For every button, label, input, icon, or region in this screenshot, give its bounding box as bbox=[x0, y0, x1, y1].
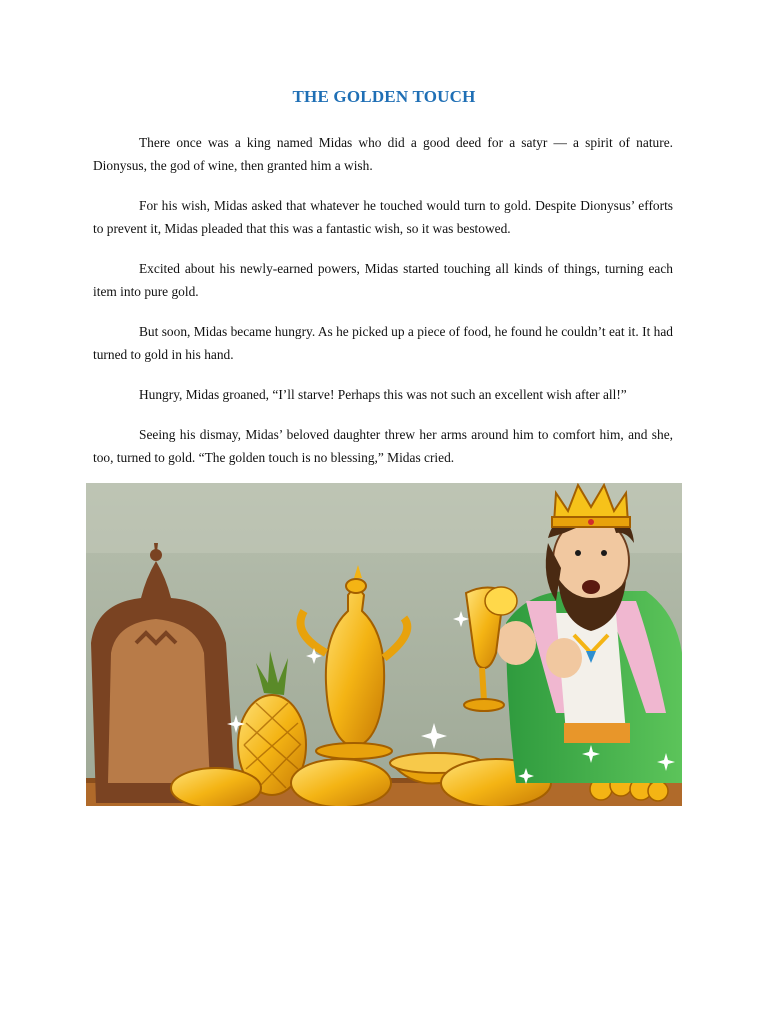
paragraph-4: But soon, Midas became hungry. As he picked up a piece of food, he found he couldn’t eat it. It had turned to gold in his hand. bbox=[93, 324, 673, 362]
document-title: THE GOLDEN TOUCH bbox=[292, 87, 476, 106]
paragraph-6: Seeing his dismay, Midas’ beloved daughter threw her arms around him to comfort him, and she, too, turned to gold. “The golden touch is no blessing,” Midas cried. bbox=[93, 427, 673, 465]
paragraph-5: Hungry, Midas groaned, “I’ll starve! Perhaps this was not such an excellent wish after all!” bbox=[139, 387, 627, 402]
paragraph-1: There once was a king named Midas who did a good deed for a satyr — a spirit of nature. Dionysus, the god of wine, then granted him a wish. bbox=[93, 135, 673, 173]
king-midas-illustration bbox=[86, 483, 682, 806]
paragraph-2: For his wish, Midas asked that whatever he touched would turn to gold. Despite Dionysus’ efforts to prevent it, Midas pleaded that this was a fantastic wish, so it was bestowed. bbox=[93, 198, 673, 236]
golden-bread bbox=[291, 759, 391, 806]
paragraph-3: Excited about his newly-earned powers, Midas started touching all kinds of things, turning each item into pure gold. bbox=[93, 261, 673, 299]
story-body bbox=[93, 131, 673, 486]
